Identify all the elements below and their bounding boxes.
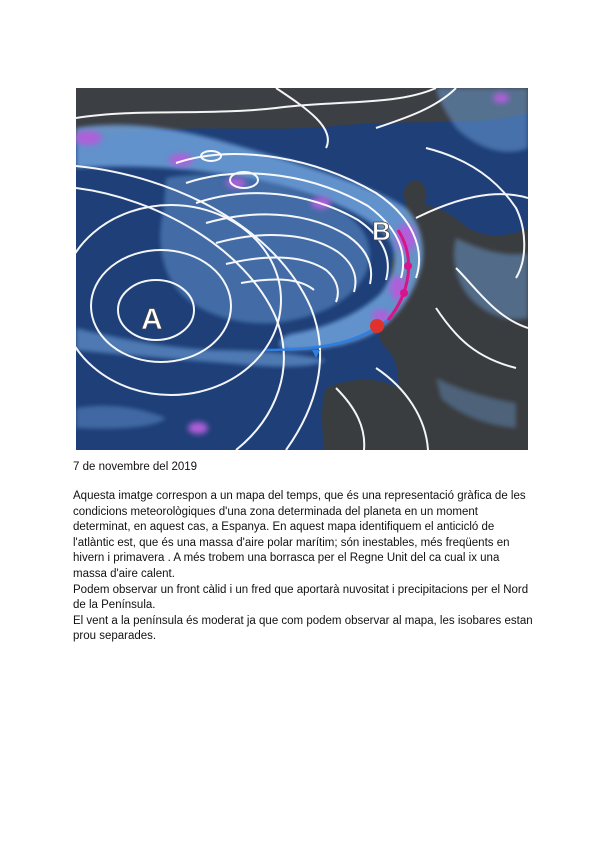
high-pressure-label: A <box>141 303 163 336</box>
occluded-front-marker <box>404 262 412 270</box>
date-caption: 7 de novembre del 2019 <box>73 461 198 473</box>
warm-front-marker <box>370 319 384 333</box>
paragraph: El vent a la península és moderat ja que com podem observar al mapa, les isobares estan prou separades. <box>73 614 533 643</box>
paragraph: Aquesta imatge correspon a un mapa del temps, que és una representació gràfica de les condicions meteorològiques d'una zona determinada del planeta en un moment determinat, en aquest cas, a Espanya. En aquest mapa identifiquem el anticicló de l'atlàntic est, que és una massa d'aire polar marítim; són inestables, més freqüents en hivern i primavera . A més trobem una borrasca per el Regne Unit del ca cual ix una massa d'aire calent. <box>73 490 526 580</box>
low-pressure-label: B <box>372 216 391 246</box>
body-text <box>73 489 533 645</box>
paragraph: Podem observar un front càlid i un fred que aportarà nuvositat i precipitacions per el Nord de la Península. <box>73 583 529 612</box>
occluded-front-marker <box>400 289 408 297</box>
weather-map <box>76 88 528 450</box>
